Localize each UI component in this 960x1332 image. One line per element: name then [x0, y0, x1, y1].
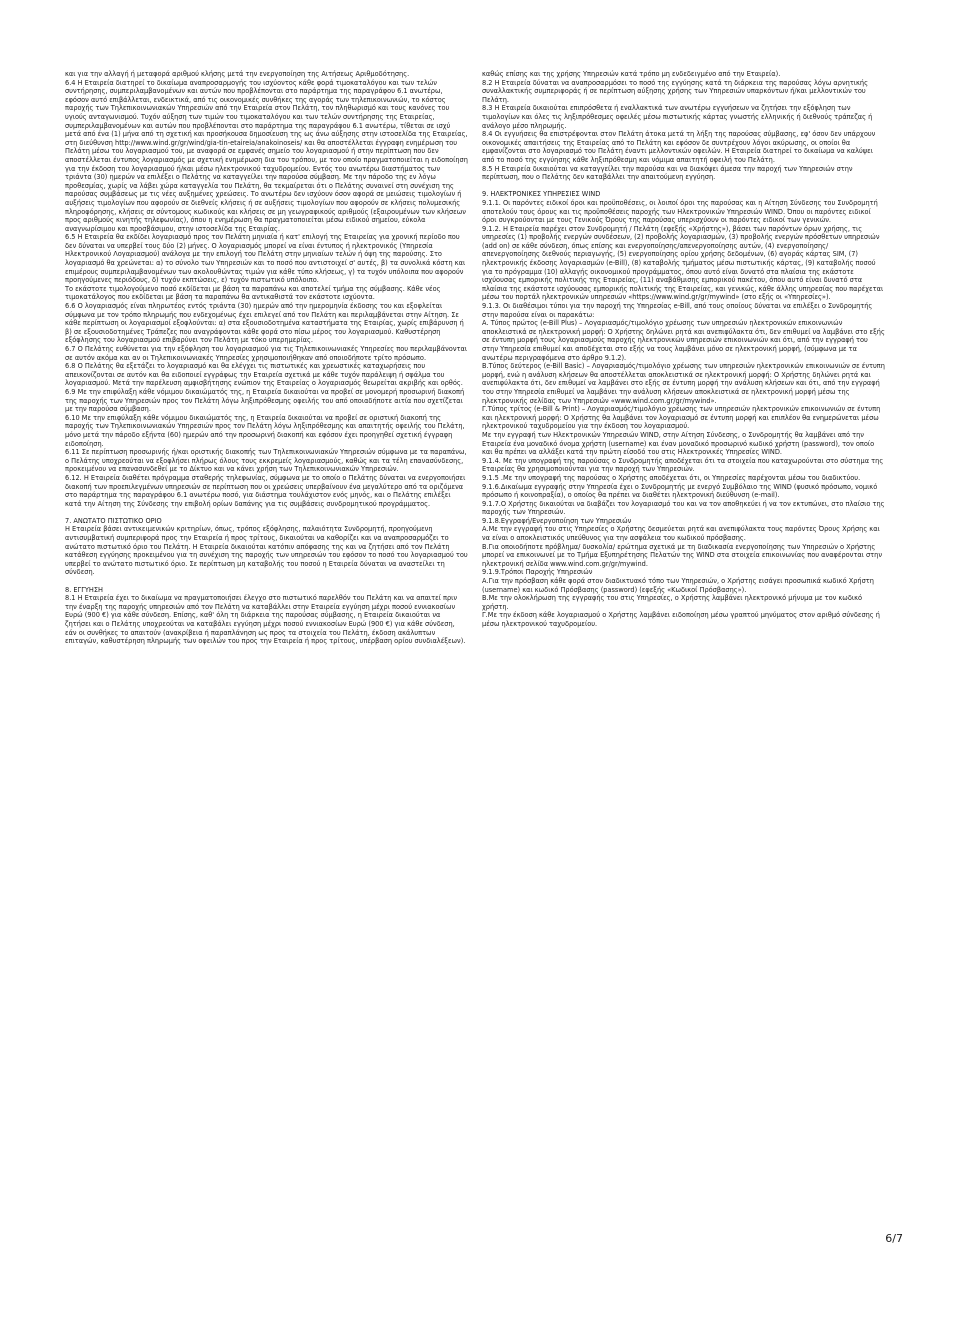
paragraph: 6.9 Με την επιφύλαξη κάθε νόμιμου δικαιώματός της, η Εταιρεία δικαιούται να προβεί σε μονομερή προσωρινή διακοπή της παροχής των Υπηρεσιών προς τον Πελάτη λόγω ληξιπρόθεσμης οφειλής του από οποιαδήποτε αιτία που σχετίζεται με την παρούσα σύμβαση.	[65, 387, 465, 414]
paragraph: 8.3 Η Εταιρεία δικαιούται επιπρόσθετα ή εναλλακτικά των ανωτέρω εγγυήσεων να ζητήσει την εξόφληση των τιμολογίων και όλες τις ληξιπρόθεσμες οφειλές μέσω πιστωτικής κάρτας γνωστής ελληνικής ή διεθνούς τράπεζας ή ανάλογο μέσο πληρωμής.	[482, 104, 873, 130]
paragraph: 9.1.4. Με την υπογραφή της παρούσας ο Συνδρομητής αποδέχεται ότι τα στοιχεία που καταχωρούνται στο σύστημα της Εταιρείας θα χρησιμοποιούνται για την παροχή των Υπηρεσιών.	[482, 456, 884, 474]
paragraph: καθώς επίσης και της χρήσης Υπηρεσιών κατά τρόπο μη ενδεδειγμένο από την Εταιρεία).	[482, 70, 781, 78]
paragraph: Α. Τύπος πρώτος (e-Bill Plus) – Λογαριασμός/τιμολόγιο χρέωσης των υπηρεσιών ηλεκτρονικών επικοινωνιών αποκλειστικά σε ηλεκτρονική μορφή: Ο Χρήστης δηλώνει ρητά και ανεπιφύλακτα ότι, δεν επιθυμεί να λαμβάνει στο εξής σε έντυπη μορφή τους λογαριασμούς παροχής ηλεκτρονικών υπηρεσιών επικοινωνιών και ότι, από την εγγραφή του στην Υπηρεσία επιθυμεί και αποδέχεται στο εξής να τους λαμβάνει μόνο σε ηλεκτρονική μορφή, (σύμφωνα με τα ανωτέρω περιγραφόμενα στο άρθρο 9.1.2).	[482, 319, 885, 362]
paragraph: 6.4 Η Εταιρεία διατηρεί το δικαίωμα αναπροσαρμογής του ισχύοντος κάθε φορά τιμοκαταλόγου και των τελών συντήρησης, συμπεριλαμβανομένων και αυτών που προβλέπονται στο παράρτημα της παραγράφου 6.1 ανωτέρω, εφόσον αυτό επιβάλλεται, ενδεικτικά, από τις οικονομικές συνθήκες της αγοράς των τηλεπικοινωνιών, το κόστος παροχής των Τηλεπικοινωνιακών Υπηρεσιών από την Εταιρεία στον Πελάτη, τον πληθωρισμό και τους κανόνες του υγιούς ανταγωνισμού. Τυχόν αύξηση των τιμών του τιμοκαταλόγου και των τελών συντήρησης της Εταιρείας, συμπεριλαμβανομένων και αυτών που προβλέπονται στο παράρτημα της παραγράφου 6.1 ανωτέρω, τίθεται σε ισχύ μετά από ένα (1) μήνα από τη σχετική και προσήκουσα δημοσίευση της ως άνω αύξησης στην ιστοσελίδα της Εταιρείας, στη διεύθυνση http://www.wind.gr/gr/wind/gia-tin-etaireia/anakoinoseis/ και θα αποστέλλεται έγγραφη ενημέρωση του Πελάτη μέσω του λογαριασμού του, με αναφορά σε εμφανές σημείο του λογαριασμού ή στην περίπτωση που δεν αποστέλλεται έντυπος λογαριασμός με σχετική ενημέρωση δια του τρόπου, με τον οποίο πραγματοποιείται η ειδοποίηση για την έκδοση του λογαριασμού ή/και μέσω ηλεκτρονικού ταχυδρομείου. Εντός του ανωτέρω διαστήματος των τριάντα (30) ημερών να επιλέξει ο Πελάτης να καταγγείλει την παρούσα σύμβαση. Με την πάροδο της εν λόγω προθεσμίας, χωρίς να λάβει χώρα καταγγελία του Πελάτη, θα τεκμαίρεται ότι ο Πελάτης συναινεί στη συνέχιση της παρούσας συμβάσεως με τις νέες αυξημένες χρεώσεις. Το ανωτέρω δεν ισχύουν όσον αφορά σε μειώσεις τιμολογίων ή αυξήσεις τιμολογίων που αφορούν σε διεθνείς κλήσεις ή σε αυξήσεις τιμολογίων που αφορούν σε κλήσεις πολυμεσικής πληροφόρησης, κλήσεις σε σύντομους κωδικούς και κλήσεις σε μη γεωγραφικούς αριθμούς (εξαιρουμένων των κλήσεων προς αριθμούς κινητής τηλεφωνίας), όπου η ενημέρωση θα πραγματοποιείται μέσω ειδικού σημείου, εύκολα αναγνωρίσιμου και προσβάσιμου, στην ιστοσελίδα της Εταιρίας.	[65, 78, 468, 233]
paragraph: Με την εγγραφή των Ηλεκτρονικών Υπηρεσιών WIND, στην Αίτηση Σύνδεσης, ο Συνδρομητής θα λαμβάνει από την Εταιρεία ένα μοναδικό όνομα χρήστη (username) και έναν μοναδικό προσωρινό κωδικό χρήστη (password), τον οποίο και θα πρέπει να αλλάξει κατά την πρώτη είσοδό του στις Ηλεκτρονικές Υπηρεσίες WIND.	[482, 430, 875, 457]
page-number: 6/7	[885, 1232, 903, 1245]
paragraph: 9.1.7.Ο Χρήστης δικαιούται να διαβάζει τον λογαριασμό του και να τον αποθηκεύει ή να τον εκτυπώνει, στο πλαίσιο της παροχής των Υπηρεσιών.	[482, 499, 885, 517]
section-7-body: Η Εταιρεία βάσει αντικειμενικών κριτηρίων, όπως, τρόπος εξόφλησης, παλαιότητα Συνδρομητή, προηγούμενη αντισυμβατική συμπεριφορά προς την Εταιρεία ή προς τρίτους, δικαιούται να καθορίζει και να αναπροσαρμόζει το ανώτατο πιστωτικό όριο του Πελάτη. Η Εταιρεία δικαιούται κατόπιν απόφασης της και να ζητήσει από τον Πελάτη κατάθεση εγγύησης προκειμένου για τη συνέχιση της παροχής των υπηρεσιών του εφόσον το ποσό του λογαριασμού του υπερβεί το ανώτατο πιστωτικό όριο. Σε περίπτωση μη καταβολής του ποσού η Εταιρεία δύναται να αναστείλει τη σύνδεση.	[65, 525, 468, 577]
left-column	[65, 70, 468, 646]
paragraph: Α.Για την πρόσβαση κάθε φορά στον διαδικτυακό τόπο των Υπηρεσιών, ο Χρήστης εισάγει προσωπικά κωδικό Χρήστη (username) και κωδικό Πρόσβασης (password) (εφεξής «Κωδικοί Πρόσβασης»).	[482, 577, 874, 594]
section-8-body: 8.1 Η Εταιρεία έχει το δικαίωμα να πραγματοποιήσει έλεγχο στο πιστωτικό παρελθόν του Πελάτη και να απαιτεί πριν την έναρξη της παροχής υπηρεσιών από τον Πελάτη να καταβάλλει στην Εταιρεία εγγύηση μέχρι ποσού εννιακοσίων Ευρώ (900 €) για κάθε σύνδεση. Επίσης, καθ' όλη τη διάρκεια της παρούσας σύμβασης, η Εταιρεία δικαιούται να ζητήσει και ο Πελάτης υποχρεούται να καταβάλει εγγύηση μέχρι ποσού εννιακοσίων Ευρώ (900 €) για κάθε σύνδεση, εάν οι συνθήκες το απαιτούν (ανακρίβεια ή παραπλάνηση ως προς τα στοιχεία του Πελάτη, έκδοση ακάλυπτων επιταγών, καθυστέρηση πληρωμής των οφειλών του προς την Εταιρεία ή προς τρίτους, υπέρβαση ορίου συνδιαλέξεων).	[65, 594, 466, 646]
paragraph: Β.Τύπος δεύτερος (e-Bill Basic) – Λογαριασμός/τιμολόγιο χρέωσης των υπηρεσιών ηλεκτρονικών επικοινωνιών σε έντυπη μορφή, ενώ η ανάλυση κλήσεων θα αποστέλλεται αποκλειστικά σε ηλεκτρονική μορφή: Ο Χρήστης δηλώνει ρητά και ανεπιφύλακτα ότι, δεν επιθυμεί να λαμβάνει στο εξής σε έντυπη μορφή την ανάλυση κλήσεων και ότι, από την εγγραφή του στην Υπηρεσία επιθυμεί να λαμβάνει την ανάλυση κλήσεων αποκλειστικά σε ηλεκτρονική μορφή μέσω της ηλεκτρονικής σελίδας των Υπηρεσιών «www.wind.com.gr/gr/mywind».	[482, 362, 885, 405]
paragraph: 6.6 Ο λογαριασμός είναι πληρωτέος εντός τριάντα (30) ημερών από την ημερομηνία έκδοσης του και εξοφλείται σύμφωνα με τον τρόπο πληρωμής που ενδεχομένως έχει επιλεγεί από τον Πελάτη και περιλαμβάνεται στην Αίτηση. Σε κάθε περίπτωση οι λογαριασμοί εξοφλούνται: α) στα εξουσιοδοτημένα καταστήματα της Εταιρίας, χωρίς επιβάρυνση ή β) σε εξουσιοδοτημένες Τράπεζες που αναγράφονται κάθε φορά στο πίσω μέρος του λογαριασμού. Καθυστέρηση εξόφλησης του λογαριασμού επιβαρύνει τον Πελάτη με τόκο υπερημερίας.	[65, 302, 464, 345]
section-9-heading: 9. ΗΛΕΚΤΡΟΝΙΚΕΣ ΥΠΗΡΕΣΙΕΣ WIND	[482, 190, 601, 199]
paragraph: Β.Με την ολοκλήρωση της εγγραφής του στις Υπηρεσίες, ο Χρήστης λαμβάνει ηλεκτρονικό μήνυμα με τον κωδικό χρήστη.	[482, 594, 863, 611]
paragraph: 9.1.9.Τρόποι Παροχής Υπηρεσιών	[482, 568, 593, 577]
paragraph: 9.1.2. Η Εταιρεία παρέχει στον Συνδρομητή / Πελάτη (εφεξής «Χρήστης»), βάσει των παρόντων όρων χρήσης, τις υπηρεσίες (1) προβολής ενεργών συνδέσεων, (2) προβολής λογαριασμών, (3) προβολής ενεργών πρόσθετων υπηρεσιών (add on) σε κάθε σύνδεση, όπως επίσης και ενεργοποίησης/απενεργοποίησης αυτών, (4) ενεργοποίησης/απενεργοποίησης διεθνούς περιαγωγής, (5) ενεργοποίησης ορίου χρήσης δεδομένων, (6) αγοράς κάρτας SIM, (7) ηλεκτρονικής έκδοσης λογαριασμών (e-Bill), (8) καταβολής τμήματος μέσω πιστωτικής κάρτας, (9) καταβολής ποσού για το πρόγραμμα (10) αλλαγής οικονομικού προγράμματος, όπου αυτό είναι δυνατό στα πλαίσια της εκάστοτε ισχύουσας εμπορικής πολιτικής της Εταιρείας, (11) αναβάθμισης εμπορικού πακέτου, όπου αυτό είναι δυνατό στα πλαίσια της εκάστοτε ισχύουσας εμπορικής πολιτικής της Εταιρείας, και γενικώς, κάθε άλλης υπηρεσίας που παρέχεται μέσω του πορτάλ ηλεκτρονικών υπηρεσιών «https://www.wind.gr/gr/mywind» (στο εξής οι «Υπηρεσίες»).	[482, 224, 884, 302]
section-7-heading: 7. ΑΝΩΤΑΤΟ ΠΙΣΤΩΤΙΚΟ ΟΡΙΟ	[65, 516, 162, 525]
spacer	[65, 508, 468, 517]
paragraph: 8.2 Η Εταιρεία δύναται να αναπροσαρμόσει το ποσό της εγγύησης κατά τη διάρκεια της παρούσας λόγω αρνητικής συναλλακτικής συμπεριφοράς ή σε περίπτωση αύξησης χρήσης των Υπηρεσιών υπαρκόντων ή/και μελλοντικών του Πελάτη.	[482, 78, 868, 104]
spacer	[482, 182, 885, 191]
paragraph: 6.10 Με την επιφύλαξη κάθε νόμιμου δικαιώματός της, η Εταιρεία δικαιούται να προβεί σε οριστική διακοπή της παροχής των Τηλεπικοινωνιακών Υπηρεσιών προς τον Πελάτη λόγω ληξιπρόθεσμης και απαιτητής οφειλής του Πελάτη, μόνο μετά την πάροδο εξήντα (60) ημερών από την προσωρινή διακοπή και εφόσον έχει προηγηθεί σχετική έγγραφη ειδοποίηση.	[65, 413, 465, 448]
spacer	[65, 577, 468, 586]
paragraph: 6.11 Σε περίπτωση προσωρινής ή/και οριστικής διακοπής των Τηλεπικοινωνιακών Υπηρεσιών σύμφωνα με τα παραπάνω, ο Πελάτης υποχρεούται να εξοφλήσει πλήρως όλους τους εκκρεμείς λογαριασμούς, καθώς και τα τέλη επανασύνδεσης, προκειμένου να επανασυνδεθεί με το Δίκτυο και να κάνει χρήση των Τηλεπικοινωνιακών Υπηρεσιών.	[65, 448, 467, 474]
paragraph: Γ.Τύπος τρίτος (e-Bill & Print) – Λογαριασμός/τιμολόγιο χρέωσης των υπηρεσιών ηλεκτρονικών επικοινωνιών σε έντυπη και ηλεκτρονική μορφή: Ο Χρήστης θα λαμβάνει τον λογαριασμό σε έντυπη μορφή και επιπλέον θα ενημερώνεται μέσω ηλεκτρονικού ταχυδρομείου για την έκδοση του λογαριασμού.	[482, 405, 881, 431]
paragraph: Το εκάστοτε τιμολογούμενο ποσό εκδίδεται με βάση τα παραπάνω και αποτελεί τμήμα της σύμβασης. Κάθε νέος τιμοκατάλογος που εκδίδεται με βάση τα παραπάνω θα αντικαθιστά τον εκάστοτε ισχύοντα.	[65, 284, 441, 302]
right-column	[482, 70, 885, 629]
paragraph: 9.1.1. Οι παρόντες ειδικοί όροι και προϋποθέσεις, οι λοιποί όροι της παρούσας και η Αίτηση Σύνδεσης του Συνδρομητή αποτελούν τους όρους και τις προϋποθέσεις παροχής των Ηλεκτρονικών Υπηρεσιών WIND. Όπου οι παρόντες ειδικοί όροι συγκρούονται με τους Γενικούς Όρους της παρούσας υπερισχύουν οι παρόντες ειδικοί των γενικών.	[482, 198, 878, 225]
paragraph: 6.8 Ο Πελάτης θα εξετάζει το λογαριασμό και θα ελέγχει τις πιστωτικές και χρεωστικές καταχωρήσεις που απεικονίζονται σε αυτόν και θα ειδοποιεί εγγράφως την Εταιρεία σχετικά με κάθε τυχόν παράλειψη ή σφάλμα του λογαριασμού. Μετά την παρέλευση αμφισβήτησης ενώπιον της Εταιρείας ο λογαριασμός θεωρείται ακριβής και ορθός.	[65, 362, 463, 388]
paragraph: Α.Με την εγγραφή του στις Υπηρεσίες ο Χρήστης δεσμεύεται ρητά και ανεπιφύλακτα τους παρόντες Όρους Χρήσης και να είναι ο αποκλειστικός υπεύθυνος για την ασφάλεια του κωδικού πρόσβασης.	[482, 525, 880, 543]
paragraph: Β.Για οποιοδήποτε πρόβλημα/ δυσκολία/ ερώτημα σχετικά με τη διαδικασία ενεργοποίησης των Υπηρεσιών ο Χρήστης μπορεί να επικοινωνεί με το Τμήμα Εξυπηρέτησης Πελατών της WIND στα στοιχεία επικοινωνίας που αναφέρονται στην ηλεκτρονική σελίδα www.wind.com.gr/gr/mywind.	[482, 542, 883, 568]
paragraph: Γ.Με την έκδοση κάθε λογαριασμού ο Χρήστης λαμβάνει ειδοποίηση μέσω γραπτού μηνύματος στον αριθμό σύνδεσης ή μέσω ηλεκτρονικού ταχυδρομείου.	[482, 611, 880, 628]
paragraph: 6.12. Η Εταιρεία διαθέτει πρόγραμμα σταθερής τηλεφωνίας, σύμφωνα με το οποίο ο Πελάτης δύναται να ενεργοποιήσει διακοπή των προεπιλεγμένων υπηρεσιών σε περίπτωση που οι χρεώσεις υπερβαίνουν ένα μεγαλύτερο από τα οριζόμενα στο παράρτημα της παραγράφου 6.1 ανωτέρω ποσό, για διάστημα τουλάχιστον ενός μηνός, και ο Πελάτης επιλέξει κατά την Αίτηση της Σύνδεσης την επιβολή ορίων δαπάνης για τις συμβάσεις συνδρομητικού προγράμματος.	[65, 473, 466, 508]
paragraph: 9.1.8.Εγγραφή/Ενεργοποίηση των Υπηρεσιών	[482, 516, 632, 525]
paragraph: 9.1.6.Δικαίωμα εγγραφής στην Υπηρεσία έχει ο Συνδρομητής με ενεργό Συμβόλαιο της WIND (φυσικό πρόσωπο, νομικό πρόσωπο ή κοινοπραξία), ο οποίος θα πρέπει να διαθέτει ηλεκτρονική διεύθυνση (e-mail).	[482, 482, 878, 500]
paragraph: 6.7 Ο Πελάτης ευθύνεται για την εξόφληση του λογαριασμού για τις Τηλεπικοινωνιακές Υπηρεσίες που περιλαμβάνονται σε αυτόν ακόμα και αν οι Τηλεπικοινωνιακές Υπηρεσίες χρησιμοποιήθηκαν από οποιοδήποτε τρίτο πρόσωπο.	[65, 345, 468, 362]
paragraph: 9.1.5 .Με την υπογραφή της παρούσας ο Χρήστης αποδέχεται ότι, οι Υπηρεσίες παρέχονται μέσω του διαδικτύου.	[482, 473, 861, 482]
paragraph: 8.4 Οι εγγυήσεις θα επιστρέφονται στον Πελάτη άτοκα μετά τη λήξη της παρούσας σύμβασης, εφ' όσον δεν υπάρχουν οικονομικές απαιτήσεις της Εταιρείας από το Πελάτη και εφόσον δε συντρέχουν λόγοι ακύρωσης, οι οποίοι θα εμφανίζονται στο λογαριασμό του Πελάτη έναντι μελλοντικών οφειλών. Η Εταιρεία διατηρεί το δικαίωμα να καλύψει από το ποσό της εγγύησης κάθε ληξιπρόθεσμη και νόμιμα απαιτητή οφειλή του Πελάτη.	[482, 130, 876, 164]
section-8-heading: 8. ΕΓΓΥΗΣΗ	[65, 585, 104, 594]
paragraph: 8.5 Η Εταιρεία δικαιούται να καταγγείλει την παρούσα και να διακόψει άμεσα την παροχή των Υπηρεσιών στην περίπτωση, που ο Πελάτης δεν καταβάλλει την απαιτούμενη εγγύηση.	[482, 164, 853, 182]
paragraph: 9.1.3. Οι διαθέσιμοι τύποι για την παροχή της Υπηρεσίας e-Bill, από τους οποίους δύναται να επιλέξει ο Συνδρομητής στην παρούσα είναι οι παρακάτω:	[482, 302, 873, 319]
paragraph: 6.5 Η Εταιρεία θα εκδίδει λογαριασμό προς τον Πελάτη μηνιαία ή κατ' επιλογή της Εταιρείας για χρονική περίοδο που δεν δύναται να υπερβεί τους δύο (2) μήνες. Ο λογαριασμός μπορεί να είναι έντυπος ή ηλεκτρονικός (Υπηρεσία Ηλεκτρονικού Λογαριασμού) ανάλογα με την επιλογή του Πελάτη στην μηνιαίων τελών ή όψη της παρούσης. Στο λογαριασμό θα χρεώνεται: α) το σύνολο των Υπηρεσιών και το ποσό που αντιστοιχεί σ' αυτές, β) τα συνολικά κόστη και επιμέρους συμπεριλαμβανομένων των ακολουθώντας τιμών για κάθε τύπο κλήσεως, γ) τα τυχόν υπόλοιπα που αφορούν προηγούμενες περιόδους, δ) τυχόν εκπτώσεις, ε) τυχόν πιστωτικό υπόλοιπο.	[65, 233, 466, 285]
paragraph: και για την αλλαγή ή μεταφορά αριθμού κλήσης μετά την ενεργοποίηση της Αιτήσεως Αριθμοδότησης.	[65, 70, 410, 78]
